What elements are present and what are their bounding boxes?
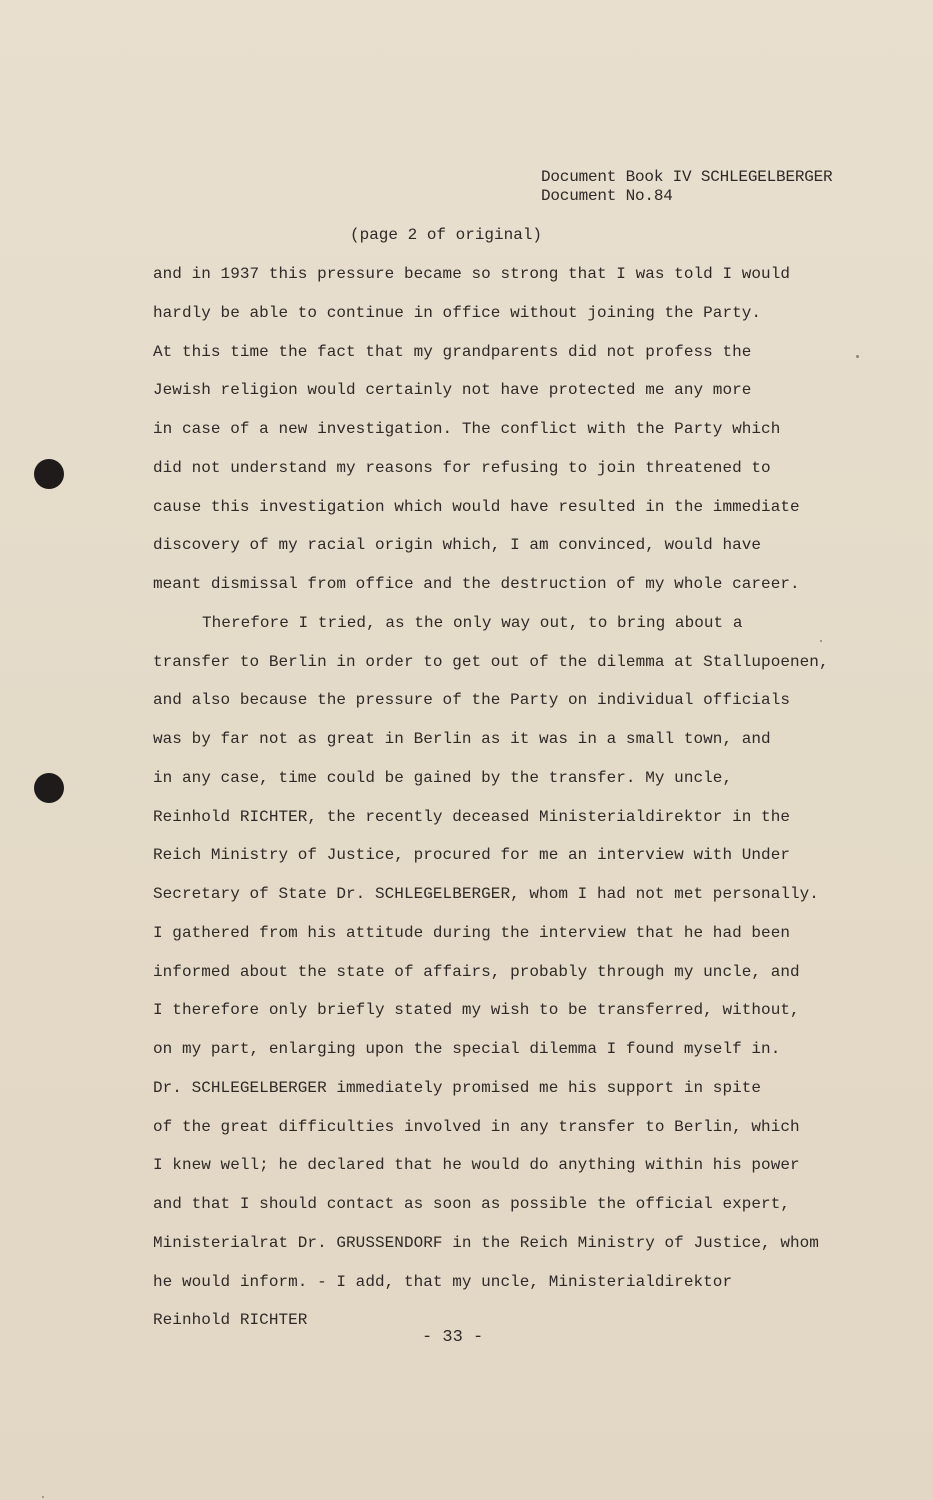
text-line: I knew well; he declared that he would do anything within his power bbox=[153, 1156, 800, 1175]
text-line: Therefore I tried, as the only way out, to bring about a bbox=[202, 613, 743, 632]
text-line: cause this investigation which would have resulted in the immediate bbox=[153, 497, 800, 516]
document-header bbox=[541, 168, 832, 206]
text-line: of the great difficulties involved in any transfer to Berlin, which bbox=[153, 1117, 800, 1136]
text-line: did not understand my reasons for refusing to join threatened to bbox=[153, 458, 771, 477]
text-line: Dr. SCHLEGELBERGER immediately promised me his support in spite bbox=[153, 1078, 762, 1097]
text-line: transfer to Berlin in order to get out of the dilemma at Stallupoenen, bbox=[153, 652, 829, 671]
text-line: on my part, enlarging upon the special dilemma I found myself in. bbox=[153, 1040, 781, 1058]
text-line: meant dismissal from office and the destruction of my whole career. bbox=[153, 575, 800, 593]
text-line: in case of a new investigation. The conflict with the Party which bbox=[153, 420, 781, 438]
page-number: - 33 - bbox=[422, 1328, 484, 1347]
text-line: At this time the fact that my grandparents did not profess the bbox=[153, 342, 752, 361]
paper-speck bbox=[42, 1496, 44, 1498]
text-line: and in 1937 this pressure became so strong that I was told I would bbox=[153, 265, 791, 283]
paper-speck bbox=[856, 355, 859, 358]
text-line: informed about the state of affairs, probably through my uncle, and bbox=[153, 962, 800, 981]
text-line: Secretary of State Dr. SCHLEGELBERGER, whom I had not met personally. bbox=[153, 885, 819, 903]
punch-hole-top bbox=[34, 459, 64, 489]
text-line: he would inform. - I add, that my uncle, Ministerialdirektor bbox=[153, 1272, 733, 1291]
text-line: Reich Ministry of Justice, procured for me an interview with Under bbox=[153, 846, 791, 865]
text-line: and that I should contact as soon as possible the official expert, bbox=[153, 1195, 791, 1213]
document-book-line: Document Book IV SCHLEGELBERGER bbox=[541, 168, 833, 186]
text-line: I gathered from his attitude during the interview that he had been bbox=[153, 923, 791, 942]
document-number-line: Document No.84 bbox=[541, 187, 673, 205]
text-line: Jewish religion would certainly not have protected me any more bbox=[153, 381, 752, 400]
text-line: Reinhold RICHTER, the recently deceased Ministerialdirektor in the bbox=[153, 807, 791, 826]
text-line: hardly be able to continue in office without joining the Party. bbox=[153, 303, 762, 322]
text-line: in any case, time could be gained by the transfer. My uncle, bbox=[153, 768, 733, 787]
text-line: Ministerialrat Dr. GRUSSENDORF in the Reich Ministry of Justice, whom bbox=[153, 1233, 819, 1252]
punch-hole-bottom bbox=[34, 773, 64, 803]
text-line: was by far not as great in Berlin as it was in a small town, and bbox=[153, 730, 771, 748]
text-line: discovery of my racial origin which, I am convinced, would have bbox=[153, 536, 762, 555]
text-line: I therefore only briefly stated my wish to be transferred, without, bbox=[153, 1001, 800, 1020]
text-line: Reinhold RICHTER bbox=[153, 1311, 308, 1330]
text-line: and also because the pressure of the Party on individual officials bbox=[153, 691, 791, 710]
body-text bbox=[153, 263, 833, 1348]
page-of-original-note: (page 2 of original) bbox=[350, 226, 543, 244]
